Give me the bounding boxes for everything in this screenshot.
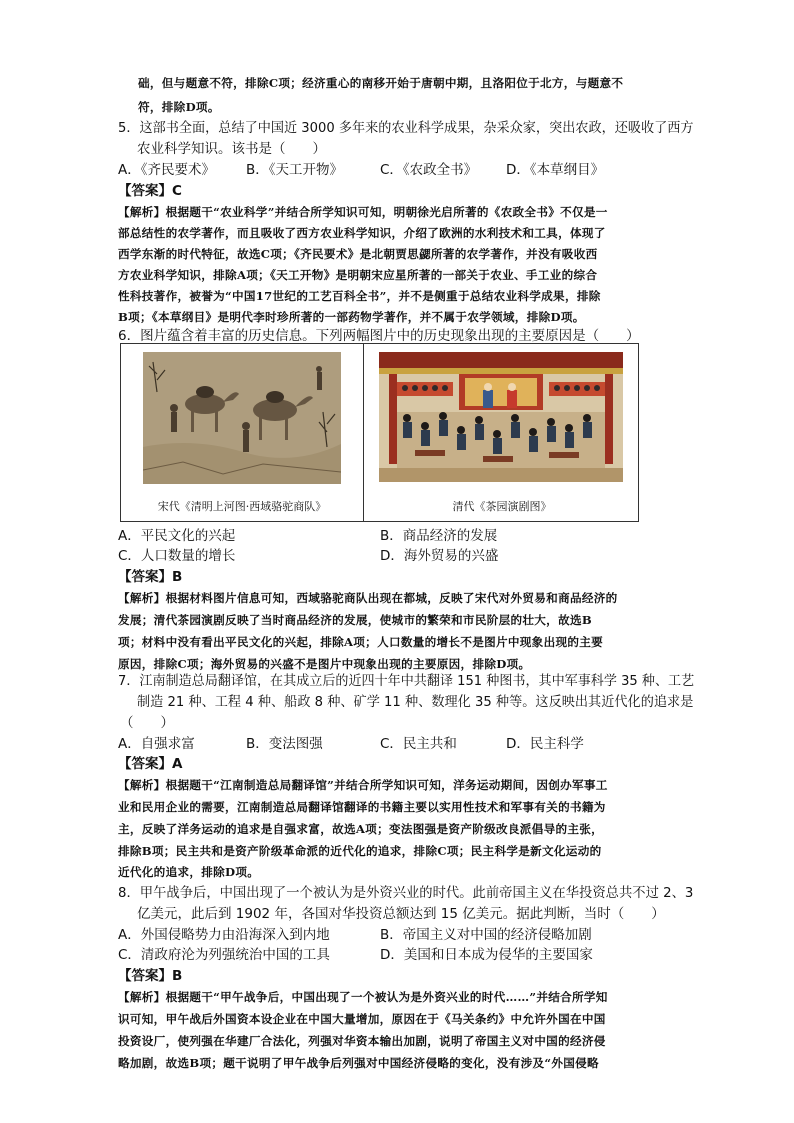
question-5-option-c: C．《农政全书》: [380, 162, 478, 178]
question-8-explanation-line: 投资设厂，使列强在华建厂合法化，列强对华资本输出加剧，说明了帝国主义对中国的经济侵: [118, 1034, 606, 1048]
question-6-explanation-line: 原因，排除C项；海外贸易的兴盛不是图片中现象出现的主要原因，排除D项。: [118, 657, 531, 671]
question-5-explanation-line: 部总结性的农学著作，而且吸收了西方农业科学知识，介绍了欧洲的水利技术和工具，体现了: [118, 226, 606, 240]
question-7-explanation-line: 近代化的追求，排除D项。: [118, 865, 260, 879]
question-7-answer: 【答案】A: [118, 756, 183, 772]
question-6-option-c: C．人口数量的增长: [118, 548, 236, 564]
question-5-option-a: A．《齐民要术》: [118, 162, 215, 178]
question-5-explanation-line: 方农业科学知识，排除A项；《天工开物》是明朝宋应星所著的一部关于农业、手工业的综合: [118, 268, 598, 282]
question-7-option-a: A．自强求富: [118, 736, 195, 752]
question-8-stem-line-2: 亿美元，此后到 1902 年，各国对华投资总额达到 15 亿美元。据此判断，当时（ ）: [137, 906, 665, 922]
question-6-explanation-line: 项；材料中没有看出平民文化的兴起，排除A项；人口数量的增长不是图片中现象出现的主要: [118, 635, 604, 649]
question-8-option-a: A．外国侵略势力由沿海深入到内地: [118, 927, 330, 943]
question-6-option-a: A．平民文化的兴起: [118, 528, 236, 544]
question-8-explanation-line: 【解析】根据题干“甲午战争后，中国出现了一个被认为是外资兴业的时代……”并结合所学知: [118, 990, 608, 1004]
question-5-answer: 【答案】C: [118, 183, 182, 199]
question-7-stem-line-2: 制造 21 种、工程 4 种、船政 8 种、矿学 11 种、数理化 35 种等。这反映出其近代化的追求是: [137, 694, 694, 710]
question-7-option-d: D．民主科学: [506, 736, 584, 752]
prev-explanation-line-1: 础，但与题意不符，排除C项；经济重心的南移开始于唐朝中期，且洛阳位于北方，与题意不: [138, 76, 624, 90]
question-5-explanation-line: 西学东渐的时代特征，故选C项；《齐民要术》是北朝贾思勰所著的农学著作，并没有吸收西: [118, 247, 598, 261]
tea-garden-theatre-painting: [379, 352, 623, 482]
question-6-explanation-line: 发展；清代茶园演剧反映了当时商品经济的发展，使城市的繁荣和市民阶层的壮大，故选B: [118, 613, 592, 627]
question-6-explanation-line: 【解析】根据材料图片信息可知，西域骆驼商队出现在都城，反映了宋代对外贸易和商品经济的: [118, 591, 618, 605]
question-7-stem-line-1: 7．江南制造总局翻译馆，在其成立后的近四十年中共翻译 151 种图书，其中军事科学 35 种、工艺: [118, 673, 695, 689]
question-5-stem-line-2: 农业科学知识。该书是（ ）: [137, 141, 326, 157]
question-8-stem-line-1: 8．甲午战争后，中国出现了一个被认为是外资兴业的时代。此前帝国主义在华投资总共不过 2、3: [118, 885, 694, 901]
question-5-stem-line-1: 5．这部书全面，总结了中国近 3000 多年来的农业科学成果，杂采众家，突出农政，还吸收了西方: [118, 120, 694, 136]
camel-caravan-painting: [143, 352, 341, 484]
figure-divider: [363, 344, 364, 521]
question-6-figure-table: [120, 343, 639, 522]
question-7-option-c: C．民主共和: [380, 736, 457, 752]
question-5-option-b: B．《天工开物》: [246, 162, 344, 178]
question-7-explanation-line: 排除B项；民主共和是资产阶级革命派的近代化的追求，排除C项；民主科学是新文化运动的: [118, 844, 602, 858]
question-5-explanation-line: 性科技著作，被誉为“中国17世纪的工艺百科全书”，并不是侧重于总结农业科学成果，排除: [118, 289, 601, 303]
question-7-explanation-line: 业和民用企业的需要，江南制造总局翻译馆翻译的书籍主要以实用性技术和军事有关的书籍为: [118, 800, 606, 814]
question-7-option-b: B．变法图强: [246, 736, 323, 752]
caption-left: 宋代《清明上河图·西域骆驼商队》: [157, 500, 327, 513]
question-6-option-d: D．海外贸易的兴盛: [380, 548, 499, 564]
prev-explanation-line-2: 符，排除D项。: [138, 100, 220, 114]
caption-right: 清代《茶园演剧图》: [452, 500, 552, 513]
question-8-explanation-line: 识可知，甲午战后外国资本设企业在中国大量增加，原因在于《马关条约》中允许外国在中国: [118, 1012, 606, 1026]
question-7-explanation-line: 【解析】根据题干“江南制造总局翻译馆”并结合所学知识可知，洋务运动期间，因创办军事工: [118, 778, 608, 792]
question-8-explanation-line: 略加剧，故选B项；题干说明了甲午战争后列强对中国经济侵略的变化，没有涉及“外国侵略: [118, 1056, 599, 1070]
question-6-answer: 【答案】B: [118, 569, 183, 585]
question-8-option-b: B．帝国主义对中国的经济侵略加剧: [380, 927, 592, 943]
question-6-option-b: B．商品经济的发展: [380, 528, 498, 544]
question-8-option-c: C．清政府沦为列强统治中国的工具: [118, 947, 330, 963]
question-6-stem-line-1: 6．图片蕴含着丰富的历史信息。下列两幅图片中的历史现象出现的主要原因是（ ）: [118, 328, 640, 344]
question-5-option-d: D．《本草纲目》: [506, 162, 605, 178]
question-8-option-d: D．美国和日本成为侵华的主要国家: [380, 947, 593, 963]
question-7-explanation-line: 主，反映了洋务运动的追求是自强求富，故选A项；变法图强是资产阶级改良派倡导的主张，: [118, 822, 604, 836]
question-7-stem-line-3: （ ）: [120, 715, 174, 731]
question-8-answer: 【答案】B: [118, 968, 183, 984]
question-5-explanation-line: B项；《本草纲目》是明代李时珍所著的一部药物学著作，并不属于农学领域，排除D项。: [118, 310, 585, 324]
question-5-explanation-line: 【解析】根据题干“农业科学”并结合所学知识可知，明朝徐光启所著的《农政全书》不仅是一: [118, 205, 608, 219]
